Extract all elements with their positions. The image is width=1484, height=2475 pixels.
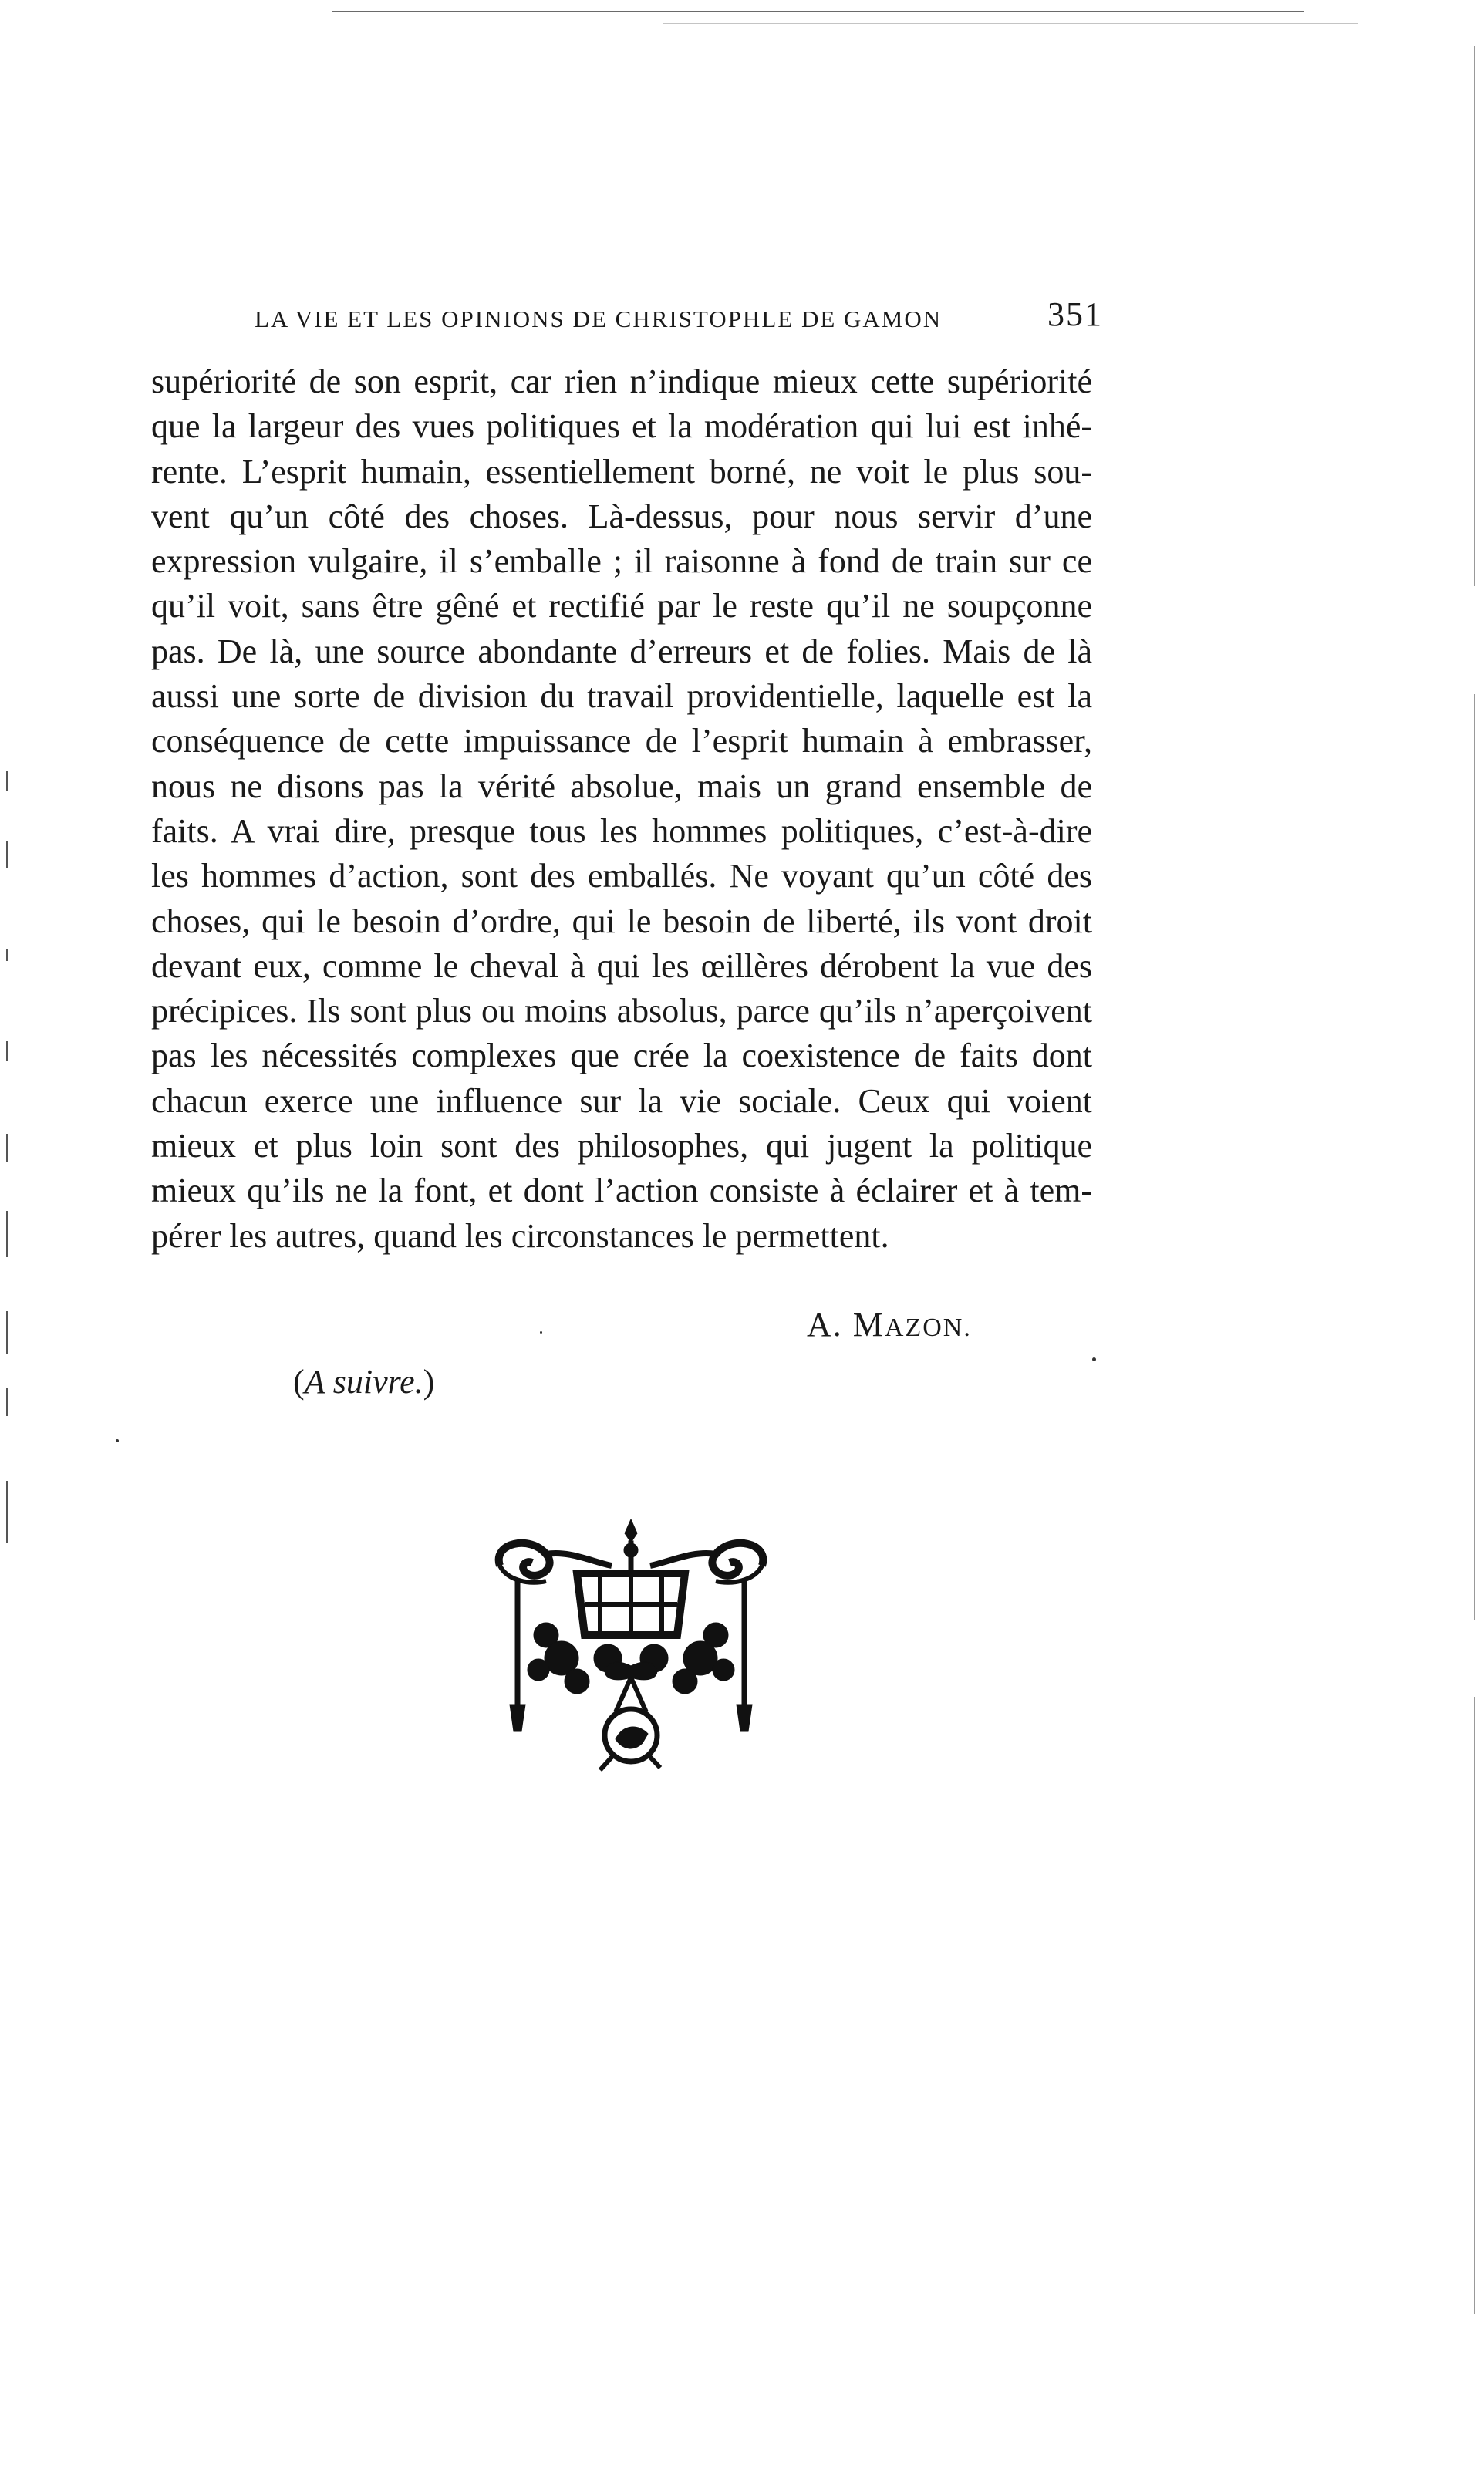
text-line: rente. L’esprit humain, essentiellement borné, ne voit le plus sou- bbox=[151, 452, 1092, 491]
text-line: vent qu’un côté des choses. Là-dessus, pour nous servir d’une bbox=[151, 497, 1092, 535]
text-line: mieux et plus loin sont des philosophes, qui jugent la politique bbox=[151, 1127, 1092, 1165]
right-edge-mark bbox=[1474, 46, 1475, 586]
top-border-rule bbox=[332, 11, 1304, 12]
text-line: supériorité de son esprit, car rien n’indique mieux cette supériorité bbox=[151, 362, 1092, 400]
text-line: les hommes d’action, sont des emballés. Ne voyant qu’un côté des bbox=[151, 857, 1092, 895]
signature-surname-smallcaps: AZON. bbox=[884, 1313, 972, 1342]
text-line: qu’il voit, sans être gêné et rectifié par le reste qu’il ne soupçonne bbox=[151, 587, 1092, 625]
text-line: faits. A vrai dire, presque tous les hommes politiques, c’est-à-dire bbox=[151, 811, 1092, 850]
left-edge-mark bbox=[6, 1134, 8, 1162]
top-border-rule-faint bbox=[663, 23, 1358, 24]
text-line: aussi une sorte de division du travail providentielle, laquelle est la bbox=[151, 677, 1092, 716]
ink-speck bbox=[116, 1439, 119, 1442]
continuation-note bbox=[293, 1359, 434, 1405]
text-line: conséquence de cette impuissance de l’esprit humain à embrasser, bbox=[151, 722, 1092, 760]
ink-speck bbox=[1092, 1357, 1096, 1361]
text-line: expression vulgaire, il s’emballe ; il raisonne à fond de train sur ce bbox=[151, 542, 1092, 581]
left-edge-mark bbox=[6, 949, 8, 961]
text-line: chacun exerce une influence sur la vie sociale. Ceux qui voient bbox=[151, 1081, 1092, 1120]
left-edge-mark bbox=[6, 1388, 8, 1416]
author-signature bbox=[807, 1302, 972, 1351]
running-title: LA VIE ET LES OPINIONS DE CHRISTOPHLE DE GAMON bbox=[255, 305, 943, 332]
continuation-close-paren: ) bbox=[423, 1363, 435, 1401]
floral-fleuron-icon bbox=[484, 1519, 777, 1774]
body-paragraph bbox=[151, 359, 1092, 1259]
continuation-open-paren: ( bbox=[293, 1363, 305, 1401]
text-line: précipices. Ils sont plus ou moins absolus, parce qu’ils n’aperçoivent bbox=[151, 992, 1092, 1030]
text-line: choses, qui le besoin d’ordre, qui le besoin de liberté, ils vont droit bbox=[151, 902, 1092, 940]
left-edge-mark bbox=[6, 841, 8, 868]
page-number: 351 bbox=[1047, 295, 1103, 333]
left-edge-mark bbox=[6, 1311, 8, 1354]
text-line: mieux qu’ils ne la font, et dont l’action consiste à éclairer et à tem- bbox=[151, 1172, 1092, 1210]
text-line: que la largeur des vues politiques et la modération qui lui est inhé- bbox=[151, 407, 1092, 446]
left-edge-mark bbox=[6, 1041, 8, 1061]
continuation-text: A suivre. bbox=[304, 1363, 423, 1401]
running-head bbox=[255, 296, 1103, 342]
left-edge-mark bbox=[6, 1481, 8, 1543]
signature-initial: A. M bbox=[807, 1306, 885, 1344]
text-line: nous ne disons pas la vérité absolue, mais un grand ensemble de bbox=[151, 767, 1092, 805]
right-edge-mark bbox=[1474, 694, 1475, 1620]
fleuron-graphic bbox=[484, 1519, 777, 1774]
text-line: pas. De là, une source abondante d’erreurs et de folies. Mais de là bbox=[151, 632, 1092, 670]
ink-speck bbox=[540, 1331, 542, 1334]
text-line: pas les nécessités complexes que crée la coexistence de faits dont bbox=[151, 1037, 1092, 1075]
text-line: devant eux, comme le cheval à qui les œillères dérobent la vue des bbox=[151, 946, 1092, 985]
left-edge-mark bbox=[6, 1211, 8, 1257]
right-edge-mark bbox=[1474, 1697, 1475, 2314]
text-line: pérer les autres, quand les circonstances le permettent. bbox=[151, 1216, 889, 1255]
left-edge-mark bbox=[6, 771, 8, 791]
